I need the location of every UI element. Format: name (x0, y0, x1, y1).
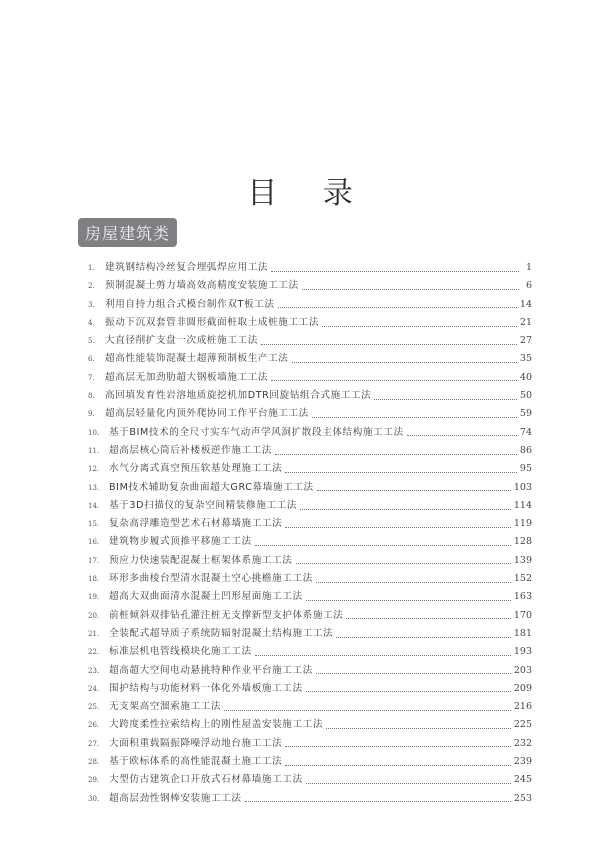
toc-entry-page: 232 (513, 737, 532, 749)
toc-entry-number: 16. (88, 538, 100, 547)
dot-leader (255, 655, 511, 656)
toc-entry[interactable] (88, 369, 532, 387)
toc-entry-page: 163 (513, 591, 532, 603)
dot-leader (278, 307, 517, 308)
toc-entry-page: 1 (525, 262, 532, 273)
toc-entry[interactable] (88, 570, 532, 588)
toc-entry[interactable] (88, 588, 532, 606)
toc-entry-title: 基于3D扫描仪的复杂空间精装修施工工法 (109, 499, 297, 511)
toc-entry-number: 6. (88, 355, 95, 364)
toc-entry-number: 9. (88, 410, 95, 419)
toc-entry-page: 95 (519, 463, 532, 475)
toc-entry-title: 标准层机电管线模块化施工工法 (109, 646, 252, 658)
toc-entry[interactable] (88, 314, 532, 332)
toc-entry-number: 26. (88, 721, 100, 730)
dot-leader (407, 435, 517, 436)
toc-entry-number: 19. (88, 593, 100, 602)
dot-leader (312, 417, 517, 418)
toc-entry-number: 2. (88, 282, 95, 291)
toc-entry[interactable] (88, 350, 532, 368)
dot-leader (302, 289, 519, 290)
toc-entry[interactable] (88, 533, 532, 551)
toc-entry-title: 无支架高空溜索施工工法 (109, 701, 222, 713)
dot-leader (271, 380, 517, 381)
toc-entry[interactable] (88, 625, 532, 643)
toc-entry-number: 7. (88, 373, 95, 382)
toc-entry-title: 利用自持力组合式模台制作双T板工法 (105, 298, 275, 310)
toc-entry-number: 18. (88, 575, 100, 584)
toc-entry-title: 预应力快速装配混凝土框架体系施工工法 (109, 554, 293, 566)
toc-entry[interactable] (88, 497, 532, 515)
dot-leader (336, 637, 511, 638)
toc-entry[interactable] (88, 552, 532, 570)
toc-entry-number: 28. (88, 758, 100, 767)
toc-entry-number: 10. (88, 428, 100, 437)
dot-leader (316, 582, 511, 583)
toc-entry[interactable] (88, 442, 532, 460)
toc-entry[interactable] (88, 460, 532, 478)
toc-entry-number: 27. (88, 739, 100, 748)
dot-leader (285, 472, 517, 473)
dot-leader (317, 490, 511, 491)
toc-entry-page: 203 (513, 664, 532, 676)
toc-entry-number: 30. (88, 794, 100, 803)
toc-entry-title: 超高层无加劲肋超大钢板墙施工工法 (105, 371, 269, 383)
toc-entry-page: 152 (513, 573, 532, 585)
page-title: 目 录 (247, 176, 371, 212)
toc-entry-page: 14 (519, 298, 532, 310)
toc-entry-page: 59 (519, 408, 532, 420)
toc-entry[interactable] (88, 277, 532, 295)
toc-entry[interactable] (88, 296, 532, 314)
dot-leader (296, 563, 511, 564)
toc-entry-title: 超高层核心筒后补楼板逆作施工工法 (109, 444, 273, 456)
toc-entry-number: 21. (88, 629, 100, 638)
toc-entry-page: 114 (513, 499, 532, 511)
toc-entry-page: 27 (519, 335, 532, 347)
toc-entry-page: 40 (519, 371, 532, 383)
toc-entry-page: 225 (513, 719, 532, 731)
dot-leader (300, 509, 511, 510)
toc-entry[interactable] (88, 753, 532, 771)
toc-entry-number: 15. (88, 520, 100, 529)
toc-entry-number: 17. (88, 556, 100, 565)
toc-entry-page: 216 (513, 701, 532, 713)
toc-entry-page: 86 (519, 444, 532, 456)
toc-entry-title: 基于欧标体系的高性能混凝土施工工法 (109, 756, 283, 768)
toc-entry-number: 14. (88, 501, 100, 510)
toc-entry[interactable] (88, 332, 532, 350)
dot-leader (255, 545, 511, 546)
toc-entry-page: 103 (513, 481, 532, 493)
toc-entry-title: 全装配式超导质子系统防辐射混凝土结构施工工法 (109, 627, 334, 639)
toc-entry[interactable] (88, 607, 532, 625)
toc-entry[interactable] (88, 479, 532, 497)
dot-leader (275, 454, 517, 455)
toc-entry-number: 8. (88, 392, 95, 401)
dot-leader (292, 362, 517, 363)
toc-entry-page: 119 (513, 518, 532, 530)
toc-entry-title: 超高大双曲面清水混凝土凹形屋面施工工法 (109, 591, 303, 603)
toc-entry-number: 1. (88, 264, 95, 272)
toc-entry[interactable] (88, 698, 532, 716)
toc-entry-title: 大面积重载隔振降噪浮动地台施工工法 (109, 737, 283, 749)
toc-entry-title: 复杂高浮雕造型艺术石材幕墙施工工法 (109, 518, 283, 530)
toc-entry-title: 建筑钢结构冷丝复合埋弧焊应用工法 (105, 262, 269, 273)
toc-entry-title: 水气分离式真空预压软基处理施工工法 (109, 463, 283, 475)
toc-entry[interactable] (88, 387, 532, 405)
dot-leader (285, 527, 511, 528)
toc-entry-title: 高回填发育性岩溶地质旋挖机加DTR回旋钻组合式施工工法 (105, 390, 372, 402)
toc-entry-title: 前桩倾斜双排钻孔灌注桩无支撑新型支护体系施工法 (109, 609, 344, 621)
toc-entry[interactable] (88, 259, 532, 277)
toc-entry-number: 25. (88, 703, 100, 712)
dot-leader (326, 728, 511, 729)
toc-entry-title: 振动下沉双套管非圆形截面桩取土成桩施工工法 (105, 316, 320, 328)
toc-entry-number: 4. (88, 318, 95, 327)
toc-entry-title: 超高层劲性钢棒安装施工工法 (109, 792, 242, 804)
toc-entry-title: 超高超大空间电动悬挑特种作业平台施工工法 (109, 664, 313, 676)
toc-entry[interactable] (88, 716, 532, 734)
toc-entry[interactable] (88, 735, 532, 753)
toc-entry-page: 245 (513, 774, 532, 786)
toc-entry-page: 35 (519, 353, 532, 365)
section-label-housing: 房屋建筑类 (78, 218, 177, 247)
dot-leader (316, 673, 511, 674)
toc-entry-title: 建筑物步履式顶推平移施工工法 (109, 536, 252, 548)
toc-entry[interactable] (88, 790, 532, 808)
toc-entry-page: 170 (513, 609, 532, 621)
toc-entry-number: 22. (88, 648, 100, 657)
toc-entry-page: 239 (513, 756, 532, 768)
toc-entry-page: 74 (519, 426, 532, 438)
toc-entry-page: 209 (513, 682, 532, 694)
toc-entry[interactable] (88, 662, 532, 680)
toc-entry-page: 6 (525, 280, 532, 292)
toc-entry-title: 环形多曲棱台型清水混凝土空心挑檐施工工法 (109, 573, 313, 585)
toc-entry-title: 超高性能装饰混凝土超薄预制板生产工法 (105, 353, 289, 365)
toc-entry[interactable] (88, 771, 532, 789)
toc-entry-title: 大跨度柔性拉索结构上的刚性屋盖安装施工工法 (109, 719, 324, 731)
toc-entry-number: 3. (88, 300, 95, 309)
toc-entry[interactable] (88, 424, 532, 442)
dot-leader (261, 344, 517, 345)
toc-entry-title: 大型仿古建筑企口开放式石材幕墙施工工法 (109, 774, 303, 786)
dot-leader (346, 618, 510, 619)
dot-leader (374, 399, 517, 400)
dot-leader (285, 746, 511, 747)
dot-leader (285, 765, 511, 766)
dot-leader (306, 691, 511, 692)
table-of-contents (88, 259, 532, 808)
toc-entry-page: 128 (513, 536, 532, 548)
dot-leader (245, 801, 511, 802)
toc-entry-title: 超高层轻量化内顶外爬协同工作平台施工工法 (105, 408, 309, 420)
dot-leader (306, 600, 511, 601)
toc-entry-page: 181 (513, 627, 532, 639)
dot-leader (322, 326, 517, 327)
toc-entry-number: 5. (88, 337, 95, 346)
toc-entry-title: 大直径削扩支盘一次成桩施工工法 (105, 335, 258, 347)
toc-entry-number: 12. (88, 465, 100, 474)
toc-entry[interactable] (88, 515, 532, 533)
toc-entry-number: 20. (88, 611, 100, 620)
toc-entry-number: 24. (88, 684, 100, 693)
toc-entry-page: 139 (513, 554, 532, 566)
toc-entry[interactable] (88, 680, 532, 698)
dot-leader (271, 271, 519, 272)
toc-entry[interactable] (88, 643, 532, 661)
toc-entry-page: 21 (519, 316, 532, 328)
toc-entry[interactable] (88, 405, 532, 423)
toc-entry-page: 253 (513, 792, 532, 804)
toc-entry-title: BIM技术辅助复杂曲面超大GRC幕墙施工工法 (109, 481, 314, 493)
toc-entry-title: 预制混凝土剪力墙高效高精度安装施工工法 (105, 280, 299, 292)
toc-entry-number: 23. (88, 666, 100, 675)
toc-entry-number: 11. (88, 446, 100, 455)
toc-entry-number: 29. (88, 776, 100, 785)
dot-leader (224, 710, 511, 711)
toc-entry-page: 50 (519, 390, 532, 402)
dot-leader (306, 783, 511, 784)
toc-entry-number: 13. (88, 483, 100, 492)
toc-entry-title: 围护结构与功能材料一体化外墙板施工工法 (109, 682, 303, 694)
toc-entry-title: 基于BIM技术的全尺寸实车气动声学风洞扩散段主体结构施工工法 (109, 426, 404, 438)
toc-entry-page: 193 (513, 646, 532, 658)
